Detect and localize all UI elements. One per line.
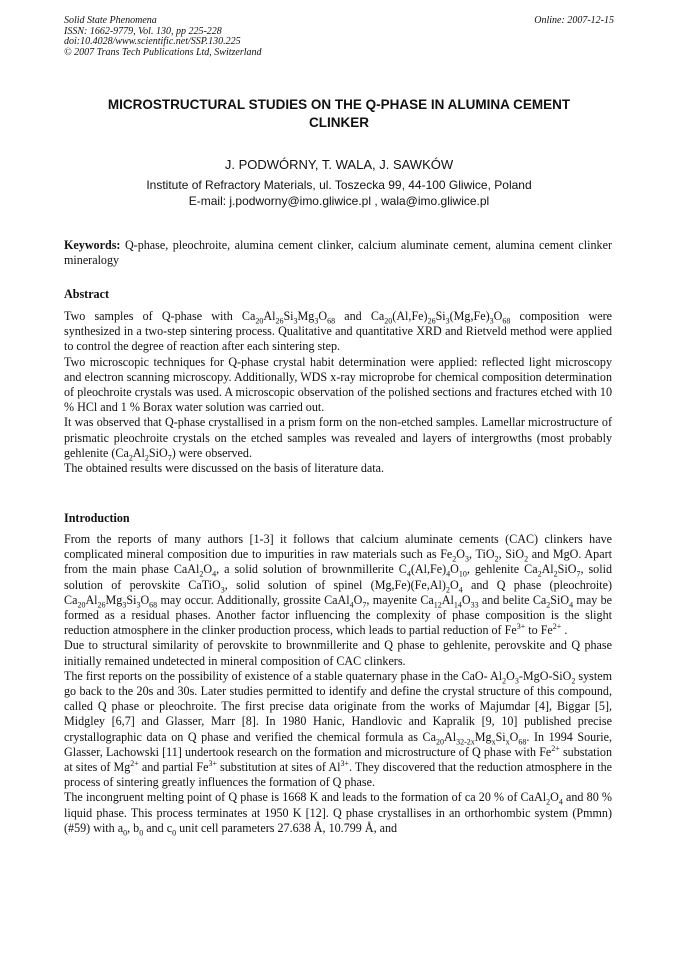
abstract-heading: Abstract: [64, 287, 110, 301]
abstract-paragraph: The obtained results were discussed on the basis of literature data.: [64, 461, 385, 476]
email: E-mail: j.podworny@imo.gliwice.pl , wala@imo.gliwice.pl: [188, 194, 490, 208]
intro-paragraph: The incongruent melting point of Q phase is 1668 K and leads to the formation of ca 20 % of $CaAl_2O_4$ and 80 % liquid phase. This process terminates at 1950 K [12]. Q phase crystallises in an orthorhombic system (Pmmn) (#59) with $a_0$, $b_0$ and $c_0$ unit cell parameters 27.638 Å, 10.799 Å, and: [64, 790, 613, 838]
doi-line: doi:10.4028/www.scientific.net/SSP.130.225: [64, 36, 241, 47]
copyright-line: © 2007 Trans Tech Publications Ltd, Switzerland: [64, 46, 262, 58]
abstract-body: [64, 309, 612, 476]
authors: J. PODWÓRNY, T. WALA, J. SAWKÓW: [224, 157, 454, 172]
online-date: Online: 2007-12-15: [534, 15, 614, 26]
affiliation-block: [64, 177, 614, 209]
introduction-heading: Introduction: [64, 511, 130, 525]
intro-paragraph: From the reports of many authors [1-3] it follows that calcium aluminate cements (CAC) clinkers have complicated mineral composition due to impurities in raw materials such as $Fe_2O_3$, TiO$_2$, SiO$_2$ and MgO. Apart from the main phase $CaAl_2O_4$, a solid solution of brownmillerite $C_4(Al,Fe)_4O_{10}$, gehlenite $Ca_2Al_2SiO_7$, solid solution of perovskite CaTiO$_3$, solid solution of spinel $(Mg,Fe)(Fe,Al)_2O_4$ and Q phase (pleochroite) $Ca_{20}Al_{26}Mg_3Si_3O_{68}$ may occur. Additionally, grossite $CaAl_4O_7$, mayenite $Ca_{12}Al_{14}O_{33}$ and belite $Ca_2SiO_4$ may be formed as a residual phases. Another factor influencing the complexity of phase composition is the slight reduction atmosphere in the clinker production process, which leads to partial reduction of $Fe^{3+}$ to $Fe^{2+}$ .: [64, 532, 612, 638]
abstract-paragraph: It was observed that Q-phase crystallised in a prism form on the non-etched samples. Lamellar microstructure of prismatic pleochroite crystals on the etched samples was revealed and layers of intergrowths (most probably gehlenite $(Ca_2Al_2SiO_7)$ were observed.: [64, 415, 612, 463]
abstract-paragraph: Two samples of Q-phase with $Ca_{20}Al_{26}Si_3Mg_3O_{68}$ and $Ca_{20}(Al,Fe)_{26}Si_3(Mg,Fe)_3O_{68}$ composition were synthesized in a two-step sintering process. Qualitative and quantitative XRD and Rietveld method were applied to control the degree of reaction after each sintering step.: [64, 309, 612, 354]
abstract-paragraph: Two microscopic techniques for Q-phase crystal habit determination were applied: reflected light microscopy and electron scanning microscopy. Additionally, WDS x-ray microprobe for chemical composition determination of pleochroite crystals was used. A microscopic observation of the polished sections and fractures etched with 10 % HCl and 1 % Borax water solution was carried out.: [64, 354, 612, 415]
intro-paragraph: The first reports on the possibility of existence of a stable quaternary phase in the CaO- $Al_2O_3-MgO-SiO_2$ system go back to the 20s and 30s. Later studies permitted to identify and define the crystal structure of this compound, called Q phase or pleochroite. The first precise data originate from the works of Majumdar [4], Biggar [5], Midgley [6,7] and Glasser, Marr [8]. In 1980 Hanic, Handlovic and Kapralik [9, 10] published precise crystallographic data on Q phase and verified the chemical formula as $Ca_{20}Al_{32-2x}Mg_xSi_xO_{68}$. In 1994 Sourie, Glasser, Lachowski [11] undertook research on the formation and microstructure of Q phase with $Fe^{2+}$ substation at sites of $Mg^{2+}$ and partial $Fe^{3+}$ substitution at sites of $Al^{3+}$. They discovered that the reduction atmosphere in the process of sintering greatly influences the formation of Q phase.: [64, 668, 613, 790]
intro-paragraph: Due to structural similarity of perovskite to brownmillerite and Q phase to gehlenite, perovskite and Q phase initially remained undetected in mineral composition of CAC clinkers.: [64, 638, 612, 668]
issn-line: ISSN: 1662-9779, Vol. 130, pp 225-228: [64, 25, 222, 37]
keywords-label: Keywords:: [64, 238, 121, 252]
title-line-1: MICROSTRUCTURAL STUDIES ON THE Q-PHASE IN ALUMINA CEMENT: [107, 97, 571, 112]
keywords-paragraph: [64, 238, 612, 268]
introduction-body: [64, 532, 612, 836]
journal-name: Solid State Phenomena: [64, 15, 157, 26]
affiliation: Institute of Refractory Materials, ul. Toszecka 99, 44-100 Gliwice, Poland: [146, 178, 532, 192]
journal-header: [64, 16, 262, 58]
paper-title: [64, 96, 614, 132]
keywords-text: Q-phase, pleochroite, alumina cement clinker, calcium aluminate cement, alumina cement clinker mineralogy: [64, 238, 612, 268]
title-line-2: CLINKER: [309, 115, 369, 130]
